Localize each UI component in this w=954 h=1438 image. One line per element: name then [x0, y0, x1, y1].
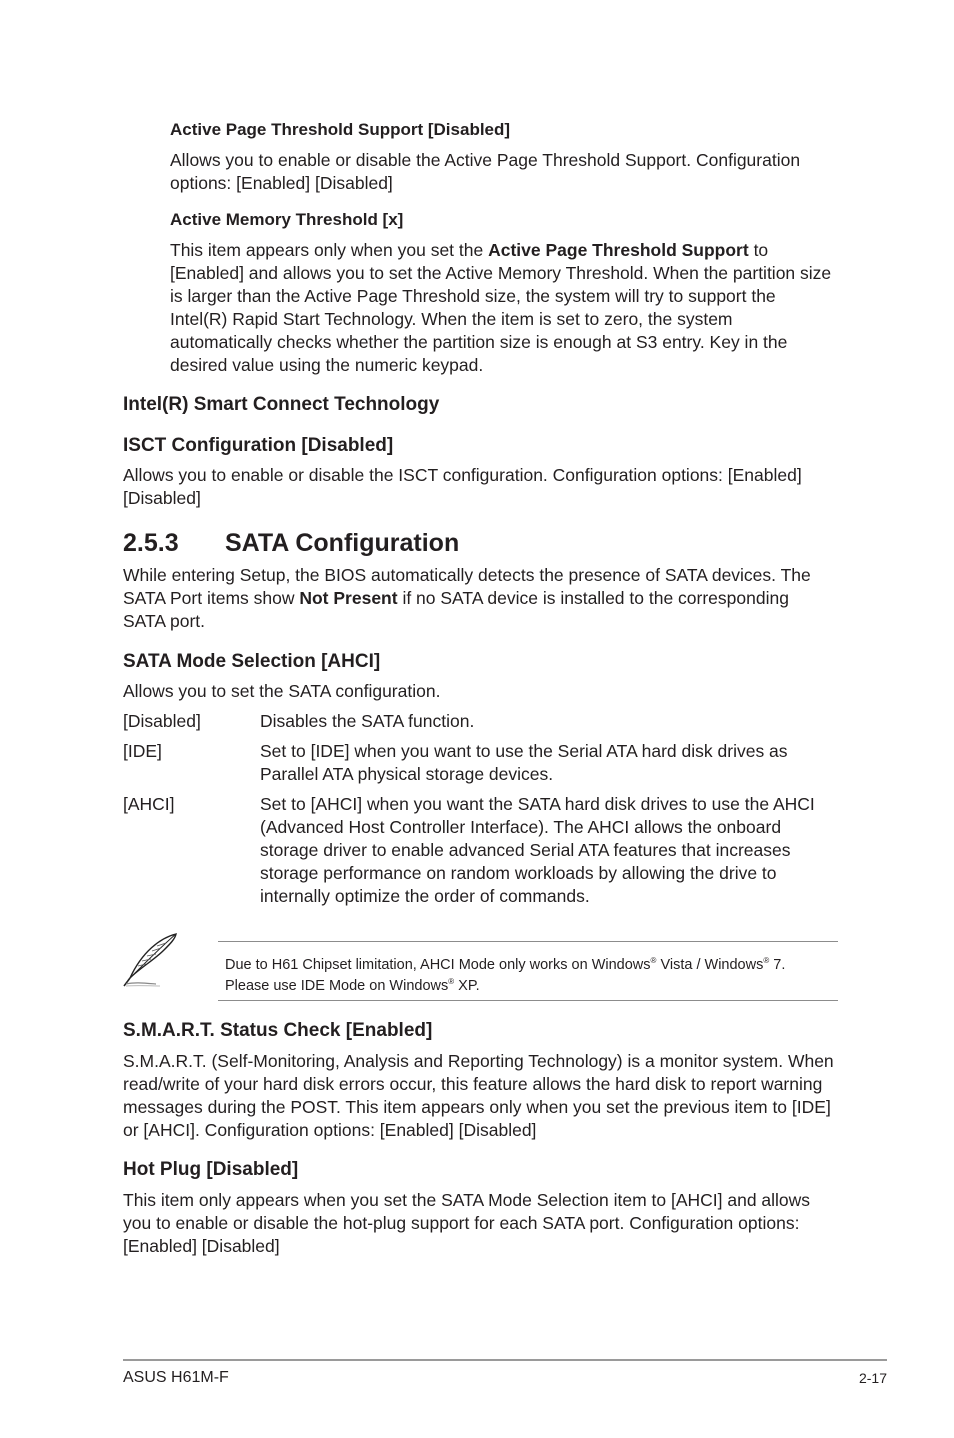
threshold-support-body: Allows you to enable or disable the Active Page Threshold Support. Configuration options: [Enabled] [Disabled]: [170, 150, 801, 193]
section-intro: While entering Setup, the BIOS automatically detects the presence of SATA devices. The SATA Port items show Not Present if no SATA device is installed to the corresponding SATA port.: [123, 565, 811, 631]
isct-body: Allows you to enable or disable the ISCT configuration. Configuration options: [Enabled] [Disabled]: [123, 465, 802, 508]
option-key-ahci: [AHCI]: [123, 794, 175, 814]
isct-heading: ISCT Configuration [Disabled]: [123, 435, 394, 456]
hotplug-body: This item only appears when you set the SATA Mode Selection item to [AHCI] and allows you to enable or disable the hot-plug support for each SATA port. Configuration options: [Enabled] [Disabled]: [123, 1190, 811, 1256]
note-line-1: Due to H61 Chipset limitation, AHCI Mode only works on Windows® Vista / Windows® 7.: [225, 956, 786, 973]
footer-rule: [123, 1359, 887, 1361]
section-title: SATA Configuration: [225, 529, 460, 557]
option-desc-disabled: Disables the SATA function.: [260, 711, 475, 731]
sata-mode-heading: SATA Mode Selection [AHCI]: [123, 651, 381, 672]
note-top-rule: [218, 941, 838, 942]
option-key-disabled: [Disabled]: [123, 711, 201, 731]
feather-pen-icon: [120, 930, 182, 990]
option-key-ide: [IDE]: [123, 741, 162, 761]
option-desc-ide: Set to [IDE] when you want to use the Serial ATA hard disk drives as Parallel ATA physical storage devices.: [260, 741, 788, 784]
not-present-bold: Not Present: [299, 588, 398, 608]
hotplug-heading: Hot Plug [Disabled]: [123, 1159, 299, 1180]
page-number: 2-17: [858, 1370, 887, 1386]
footer-product: ASUS H61M-F: [123, 1369, 229, 1386]
memory-threshold-body: This item appears only when you set the Active Page Threshold Support to [Enabled] and allows you to set the Active Memory Threshold. When the partition size is larger than the Active Page Threshold size, the system will try to support the Intel(R) Rapid Start Technology. When the item is set to zero, the system automatically checks whether the partition size is enough at S3 entry. Key in the desired value using the numeric keypad.: [170, 240, 832, 375]
note-bottom-rule: [218, 1000, 838, 1001]
threshold-support-heading: Active Page Threshold Support [Disabled]: [170, 120, 511, 139]
memory-threshold-heading: Active Memory Threshold [x]: [170, 210, 404, 229]
sata-mode-intro: Allows you to set the SATA configuration.: [123, 681, 441, 701]
smart-heading: S.M.A.R.T. Status Check [Enabled]: [123, 1020, 433, 1041]
note-line-2: Please use IDE Mode on Windows® XP.: [225, 977, 480, 994]
smart-connect-heading: Intel(R) Smart Connect Technology: [123, 394, 440, 415]
memory-threshold-bold: Active Page Threshold Support: [488, 240, 749, 260]
section-number: 2.5.3: [123, 529, 179, 557]
smart-body: S.M.A.R.T. (Self-Monitoring, Analysis and Reporting Technology) is a monitor system. When read/write of your hard disk errors occur, this feature allows the hard disk to report warning messages during the POST. This item appears only when you set the previous item to [IDE] or [AHCI]. Configuration options: [Enabled] [Disabled]: [123, 1051, 834, 1140]
option-desc-ahci: Set to [AHCI] when you want the SATA hard disk drives to use the AHCI (Advanced Host Controller Interface). The AHCI allows the onboard storage driver to enable advanced Serial ATA features that increases storage performance on random workloads by allowing the drive to internally optimize the order of commands.: [260, 794, 815, 906]
